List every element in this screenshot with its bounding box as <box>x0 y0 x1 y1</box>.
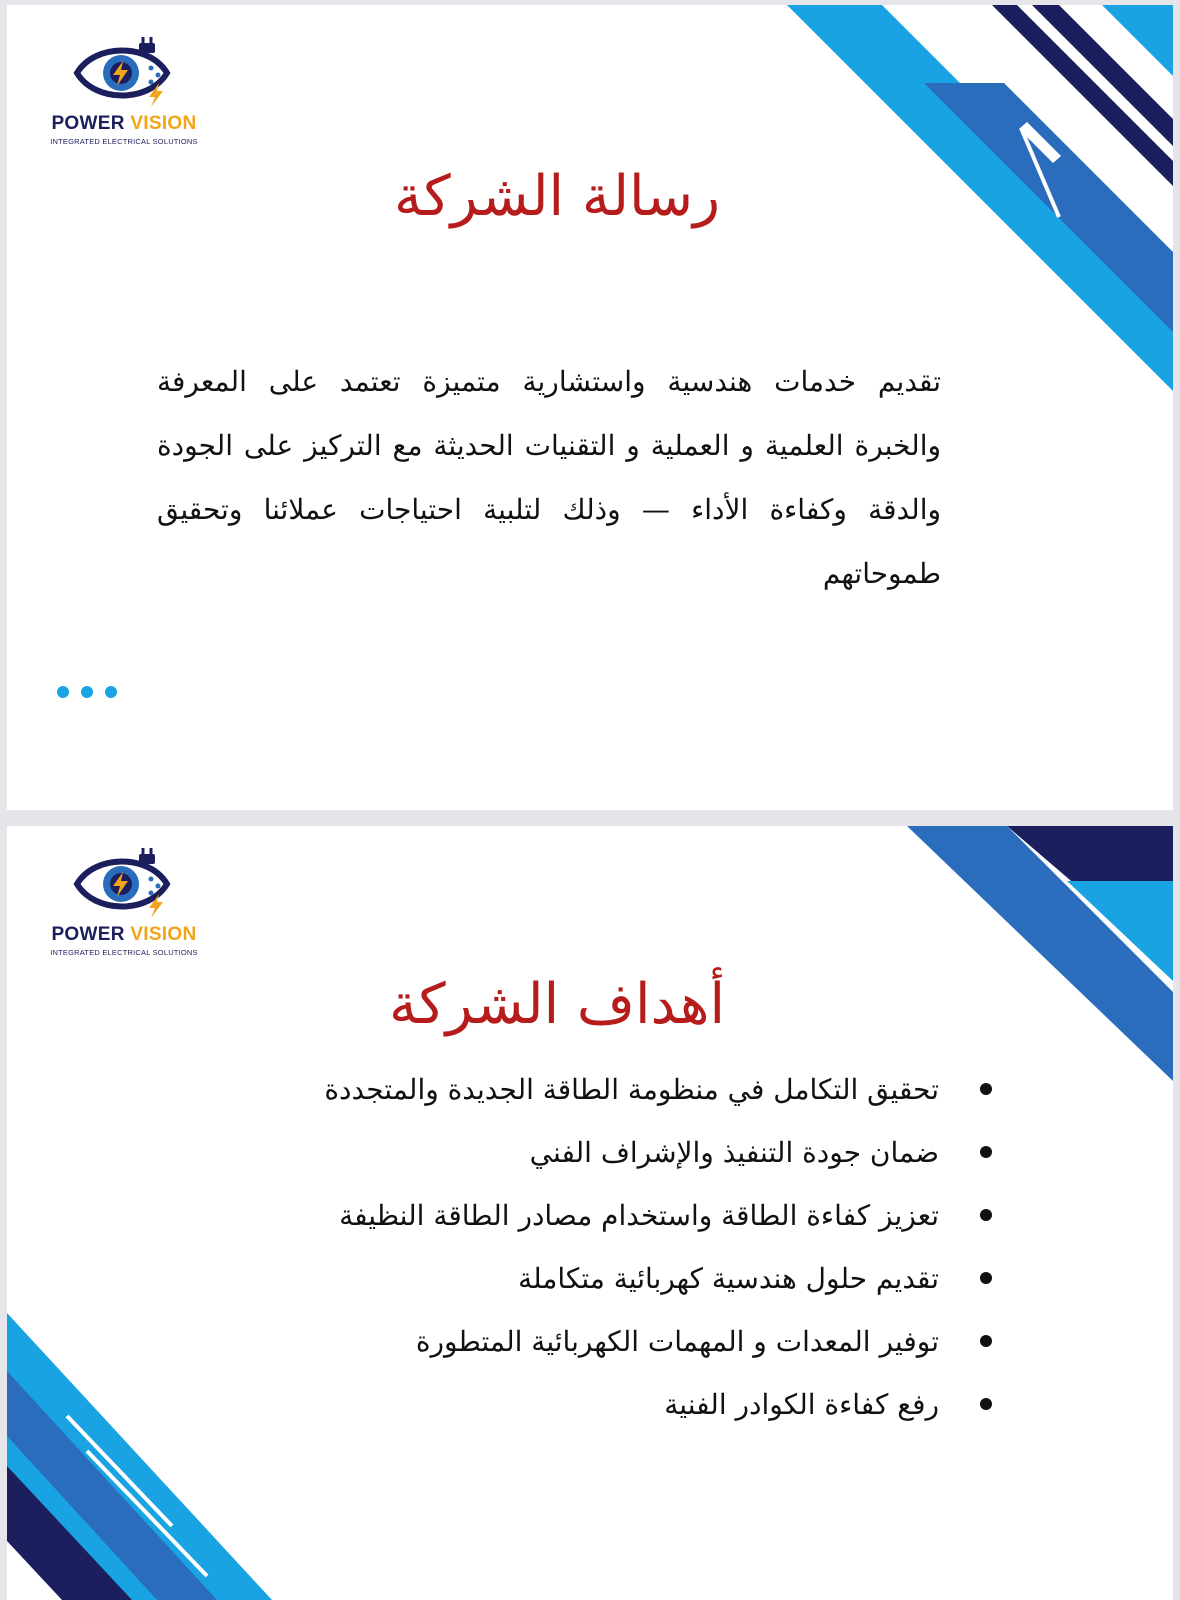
eye-lightning-plug-icon <box>71 33 177 109</box>
slide-title-goals: أهداف الشركة <box>388 972 726 1037</box>
mission-paragraph: تقديم خدمات هندسية واستشارية متميزة تعتمد على المعرفة والخبرة العلمية و العملية و التقنيات الحديثة مع التركيز على الجودة والدقة وكفاءة الأداء — وذلك لتلبية احتياجات عملائنا وتحقيق طموحاتهم <box>157 365 941 590</box>
slide-title-mission: رسالة الشركة <box>393 164 721 229</box>
goals-list <box>239 1058 939 1436</box>
company-logo <box>29 33 219 163</box>
list-item: تحقيق التكامل في منظومة الطاقة الجديدة والمتجددة <box>239 1058 939 1121</box>
list-item: توفير المعدات و المهمات الكهربائية المتطورة <box>239 1310 939 1373</box>
eye-lightning-plug-icon <box>71 844 177 920</box>
logo-wordmark: POWER VISION <box>51 113 197 134</box>
list-item: ضمان جودة التنفيذ والإشراف الفني <box>239 1121 939 1184</box>
bullet-icon <box>980 1398 992 1410</box>
dot <box>57 686 69 698</box>
slide-company-mission <box>7 5 1173 810</box>
bullet-icon <box>980 1146 992 1158</box>
slide-company-goals <box>7 826 1173 1600</box>
bullet-icon <box>980 1335 992 1347</box>
ellipsis-dots-icon <box>57 686 127 700</box>
list-item: تقديم حلول هندسية كهربائية متكاملة <box>239 1247 939 1310</box>
dot <box>81 686 93 698</box>
dot <box>105 686 117 698</box>
list-item: رفع كفاءة الكوادر الفنية <box>239 1373 939 1436</box>
bullet-icon <box>980 1209 992 1221</box>
list-item: تعزيز كفاءة الطاقة واستخدام مصادر الطاقة النظيفة <box>239 1184 939 1247</box>
logo-wordmark: POWER VISION <box>51 924 197 945</box>
company-logo <box>29 844 219 974</box>
logo-tagline: INTEGRATED ELECTRICAL SOLUTIONS <box>50 137 198 146</box>
bullet-icon <box>980 1272 992 1284</box>
logo-tagline: INTEGRATED ELECTRICAL SOLUTIONS <box>50 948 198 957</box>
bullet-icon <box>980 1083 992 1095</box>
